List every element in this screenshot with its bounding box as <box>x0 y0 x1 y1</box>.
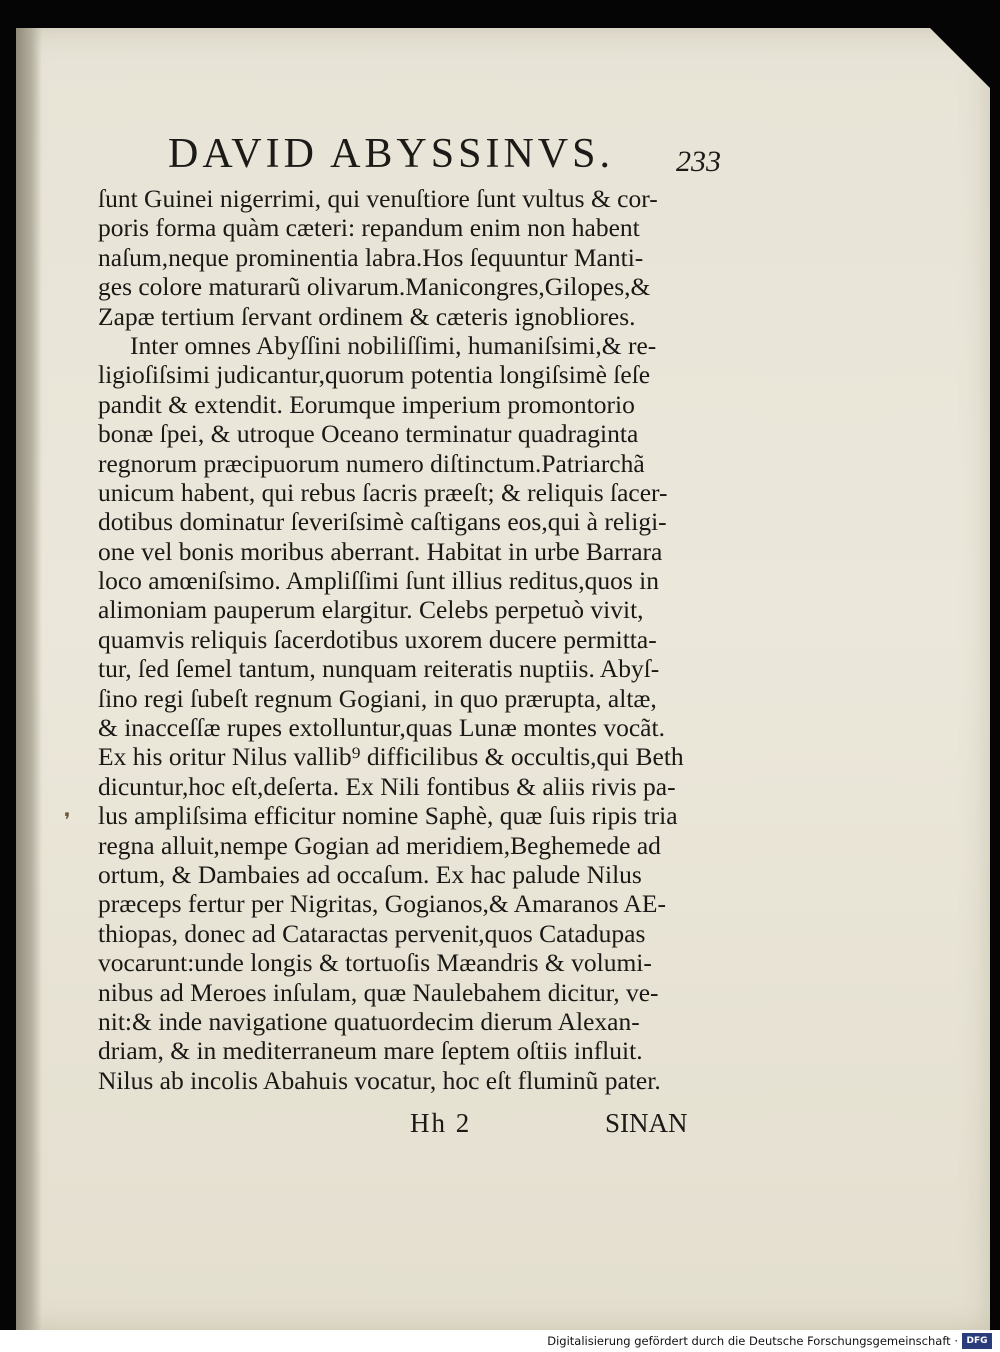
margin-ink-mark-icon: ❜ <box>64 810 71 832</box>
text-line: Ex his oritur Nilus vallib⁹ difficilibus & occultis,qui Beth <box>98 742 684 772</box>
text-line: ortum, & Dambaies ad occaſum. Ex hac palude Nilus <box>98 859 642 889</box>
text-line: regnorum præcipuorum numero diſtinctum.Patriarchã <box>98 448 645 478</box>
text-line: tur, ſed ſemel tantum, nunquam reiteratis nuptiis. Abyſ- <box>98 654 660 684</box>
text-line: vocarunt:unde longis & tortuoſis Mæandris & volumi- <box>98 948 652 978</box>
text-line: Zapæ tertium ſervant ordinem & cæteris ignobliores. <box>98 301 636 331</box>
text-line: loco amœniſsimo. Ampliſſimi ſunt illius reditus,quos in <box>98 566 660 596</box>
text-line: nibus ad Meroes inſulam, quæ Naulebahem dicitur, ve- <box>98 977 659 1007</box>
text-line: one vel bonis moribus aberrant. Habitat in urbe Barrara <box>98 536 663 566</box>
text-line: poris forma quàm cæteri: repandum enim non habent <box>98 213 640 243</box>
text-line: dicuntur,hoc eſt,deſerta. Ex Nili fontibus & aliis rivis pa- <box>98 771 676 801</box>
text-line: pandit & extendit. Eorumque imperium promontorio <box>98 389 635 419</box>
text-line: alimoniam pauperum elargitur. Celebs perpetuò vivit, <box>98 595 644 625</box>
text-line: ſunt Guinei nigerrimi, qui venuſtiore ſunt vultus & cor- <box>98 184 658 213</box>
text-line: dotibus dominatur ſeveriſsimè caſtigans eos,qui à religi- <box>98 507 667 537</box>
text-line: thiopas, donec ad Cataractas pervenit,quos Catadupas <box>98 918 646 948</box>
text-line: quamvis reliquis ſacerdotibus uxorem ducere permitta- <box>98 624 657 654</box>
text-line: præceps fertur per Nigritas, Gogianos,& Amaranos AE- <box>98 889 666 919</box>
page-corner-cut <box>930 28 990 88</box>
text-line: driam, & in mediterraneum mare ſeptem oſtiis influit. <box>98 1036 643 1066</box>
dfg-logo: DFG <box>962 1333 992 1349</box>
text-line: unicum habent, qui rebus ſacris præeſt; & reliquis ſacer- <box>98 477 668 507</box>
text-line: Nilus ab incolis Abahuis vocatur, hoc eſt fluminũ pater. <box>98 1065 661 1095</box>
text-line: nit:& inde navigatione quatuordecim dierum Alexan- <box>98 1006 640 1036</box>
text-line: regna alluit,nempe Gogian ad meridiem,Beghemede ad <box>98 830 661 860</box>
text-line: & inacceſſæ rupes extolluntur,quas Lunæ montes vocãt. <box>98 713 665 743</box>
running-title: DAVID ABYSSINVS. <box>168 131 614 177</box>
text-line: ges colore maturarũ olivarum.Manicongres,Gilopes,& <box>98 272 651 302</box>
digitization-notice: Digitalisierung gefördert durch die Deutsche Forschungsgemeinschaft · <box>547 1334 958 1348</box>
text-line: naſum,neque prominentia labra.Hos ſequuntur Manti- <box>98 242 644 272</box>
catchword: SINAN <box>605 1108 688 1138</box>
text-line-paragraph-start: Inter omnes Abyſſini nobiliſſimi, humaniſsimi,& re- <box>130 330 657 360</box>
signature-mark: Hh 2 <box>410 1108 472 1138</box>
page-number: 233 <box>676 145 721 178</box>
text-line: ſino regi ſubeſt regnum Gogiani, in quo prærupta, altæ, <box>98 683 657 713</box>
text-line: lus ampliſsima efficitur nomine Saphè, quæ ſuis ripis tria <box>98 801 678 831</box>
page-gutter-shadow <box>16 28 42 1330</box>
text-line: bonæ ſpei, & utroque Oceano terminatur quadraginta <box>98 419 639 449</box>
body-text <box>98 184 718 1095</box>
text-line: ligioſiſsimi judicantur,quorum potentia longiſsimè ſeſe <box>98 360 651 390</box>
